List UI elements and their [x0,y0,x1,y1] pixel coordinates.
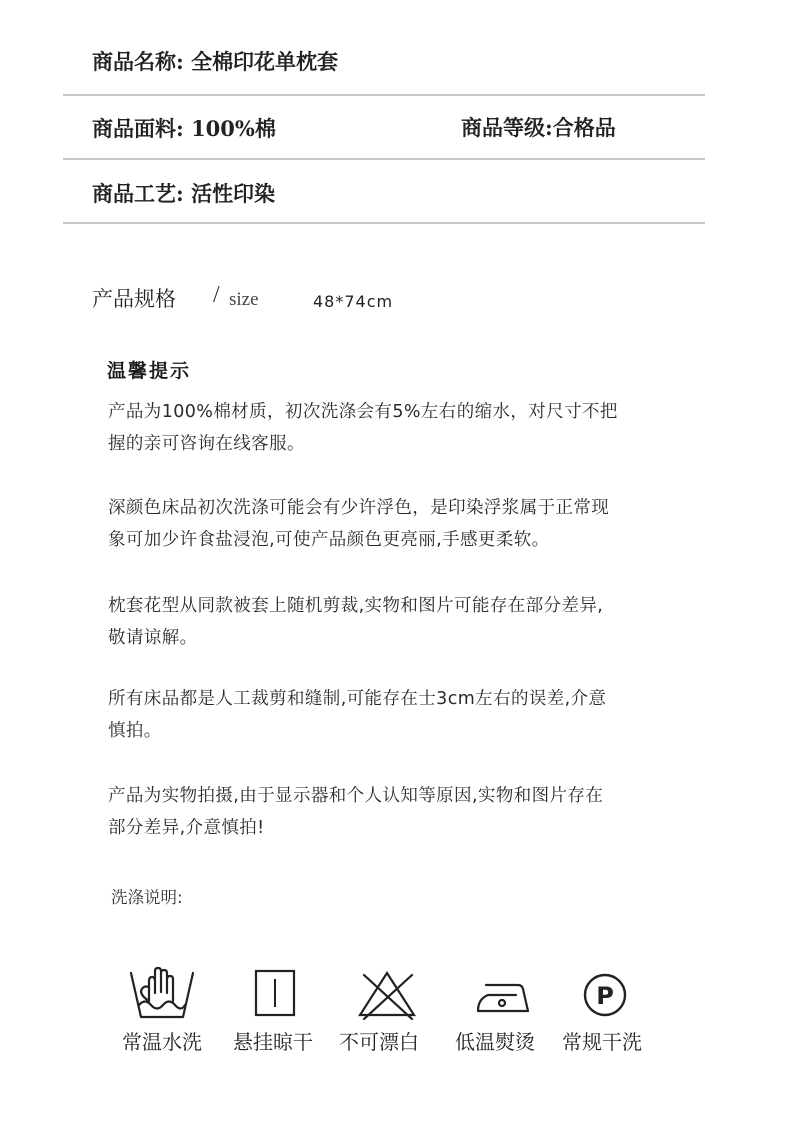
low-iron-icon [470,965,540,1025]
tip-line: 产品为100%棉材质，初次洗涤会有5%左右的缩水，对尺寸不把 [108,402,618,422]
spec-label: 产品规格 [92,287,176,311]
care-label: 不可漂白 [339,1030,419,1054]
tip-paragraph [108,780,728,844]
tips-title: 温馨提示 [107,360,192,382]
tip-line: 深颜色床品初次洗涤可能会有少许浮色，是印染浮浆属于正常现 [108,498,610,518]
tip-paragraph [108,396,728,460]
divider [63,158,705,160]
tip-line: 枕套花型从同款被套上随机剪裁,实物和图片可能存在部分差异, [108,596,604,616]
hand-wash-icon [127,965,197,1025]
spec-slash: / [213,282,220,308]
product-name: 商品名称: 全棉印花单枕套 [92,49,339,74]
tip-line: 所有床品都是人工裁剪和缝制,可能存在士3cm左右的误差,介意 [108,689,607,709]
care-label: 常规干洗 [562,1030,642,1054]
care-label: 低温熨烫 [455,1030,535,1054]
tip-paragraph [108,492,728,556]
tip-line: 敬请谅解。 [108,628,198,648]
washing-title: 洗涤说明: [111,888,183,907]
svg-text:P: P [596,982,614,1010]
line-dry-icon [238,965,308,1025]
no-bleach-icon [352,965,422,1025]
tip-line: 产品为实物拍摄,由于显示器和个人认知等原因,实物和图片存在 [108,786,604,806]
divider [63,94,705,96]
spec-value: 48*74cm [313,292,394,311]
divider [63,222,705,224]
product-grade: 商品等级:合格品 [461,115,616,140]
care-label: 悬挂晾干 [233,1030,313,1054]
product-fabric: 商品面料: 100%棉 [92,116,276,141]
tip-paragraph [108,590,728,654]
tip-line: 象可加少许食盐浸泡,可使产品颜色更亮丽,手感更柔软。 [108,530,550,550]
care-label: 常温水洗 [122,1030,202,1054]
product-craft: 商品工艺: 活性印染 [92,181,276,206]
tip-paragraph [108,683,728,747]
tip-line: 部分差异,介意慎拍! [108,818,265,838]
dry-clean-icon [570,965,640,1025]
spec-label-en: size [229,289,259,310]
tip-line: 握的亲可咨询在线客服。 [108,434,305,454]
tip-line: 慎拍。 [108,721,162,741]
